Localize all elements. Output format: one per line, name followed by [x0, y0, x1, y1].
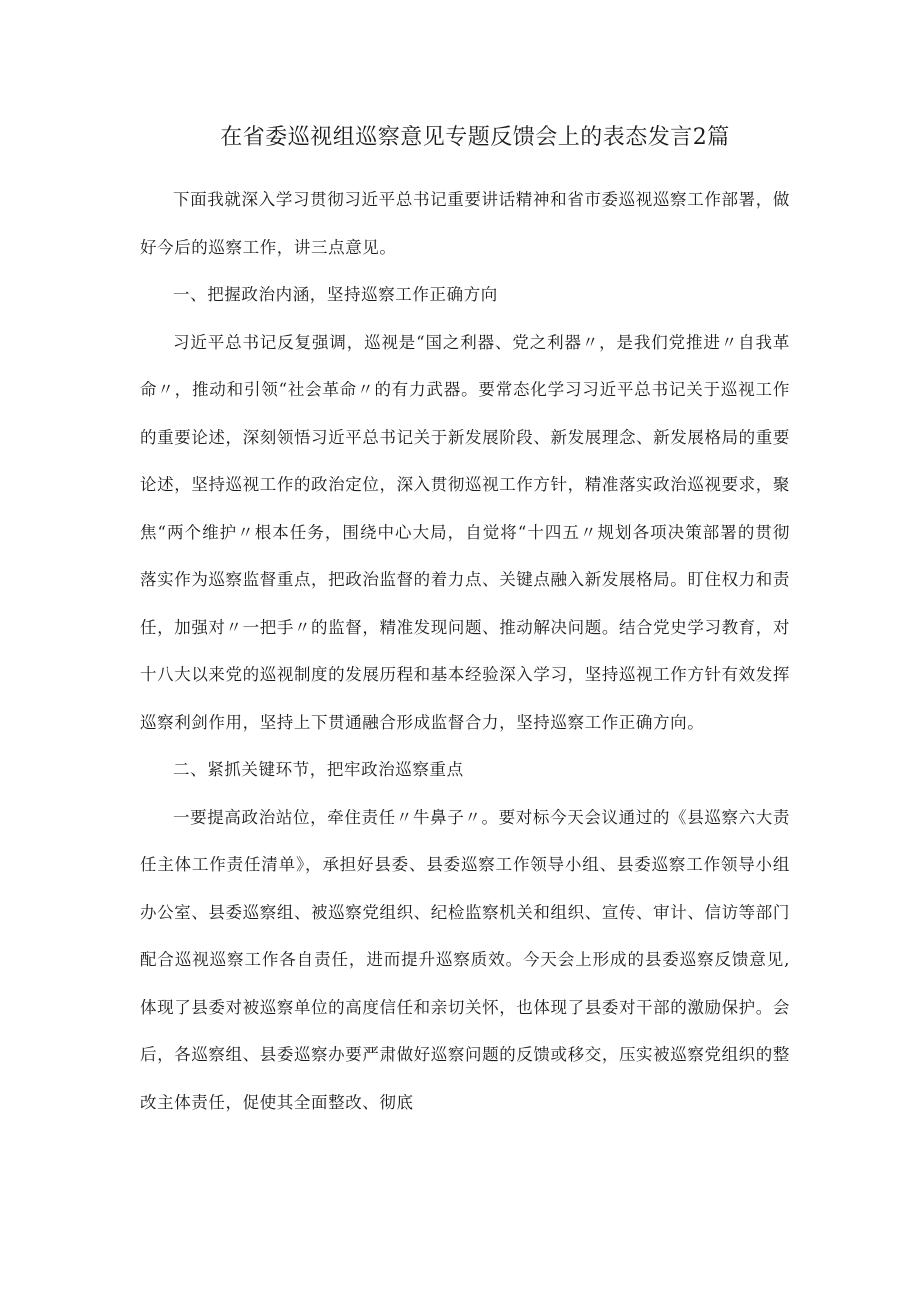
- section-2-paragraph: 一要提高政治站位，牵住责任〃牛鼻子〃。要对标今天会议通过的《县巡察六大责任主体工作责任清单》，承担好县委、县委巡察工作领导小组、县委巡察工作领导小组办公室、县委巡察组、被巡察党组织、纪检监察机关和组织、宣传、审计、信访等部门配合巡视巡察工作各自责任，进而提升巡察质效。今天会上形成的县委巡察反馈意见,体现了县委对被巡察单位的高度信任和亲切关怀，也体现了县委对干部的激励保护。会后，各巡察组、县委巡察办要严肃做好巡察问题的反馈或移交，压实被巡察党组织的整改主体责任，促使其全面整改、彻底: [140, 807, 790, 1112]
- section-2-heading: 二、紧抓关键环节，把牢政治巡察重点: [173, 760, 464, 779]
- document-title: 在省委巡视组巡察意见专题反馈会上的表态发言2篇: [220, 125, 730, 150]
- section-1-heading: 一、把握政治内涵，坚持巡察工作正确方向: [173, 285, 498, 304]
- intro-paragraph: 下面我就深入学习贯彻习近平总书记重要讲话精神和省市委巡视巡察工作部署，做好今后的巡察工作，讲三点意见。: [140, 190, 790, 257]
- section-1-paragraph: 习近平总书记反复强调，巡视是“国之利器、党之利器〃，是我们党推进〃自我革命〃，推动和引领“社会革命〃的有力武器。要常态化学习习近平总书记关于巡视工作的重要论述，深刻领悟习近平总书记关于新发展阶段、新发展理念、新发展格局的重要论述，坚持巡视工作的政治定位，深入贯彻巡视工作方针，精准落实政治巡视要求，聚焦“两个维护〃根本任务，围绕中心大局，自觉将“十四五〃规划各项决策部署的贯彻落实作为巡察监督重点，把政治监督的着力点、关键点融入新发展格局。盯住权力和责任，加强对〃一把手〃的监督，精准发现问题、推动解决问题。结合党史学习教育，对十八大以来党的巡视制度的发展历程和基本经验深入学习，坚持巡视工作方针有效发挥巡察利剑作用，坚持上下贯通融合形成监督合力，坚持巡察工作正确方向。: [140, 332, 790, 732]
